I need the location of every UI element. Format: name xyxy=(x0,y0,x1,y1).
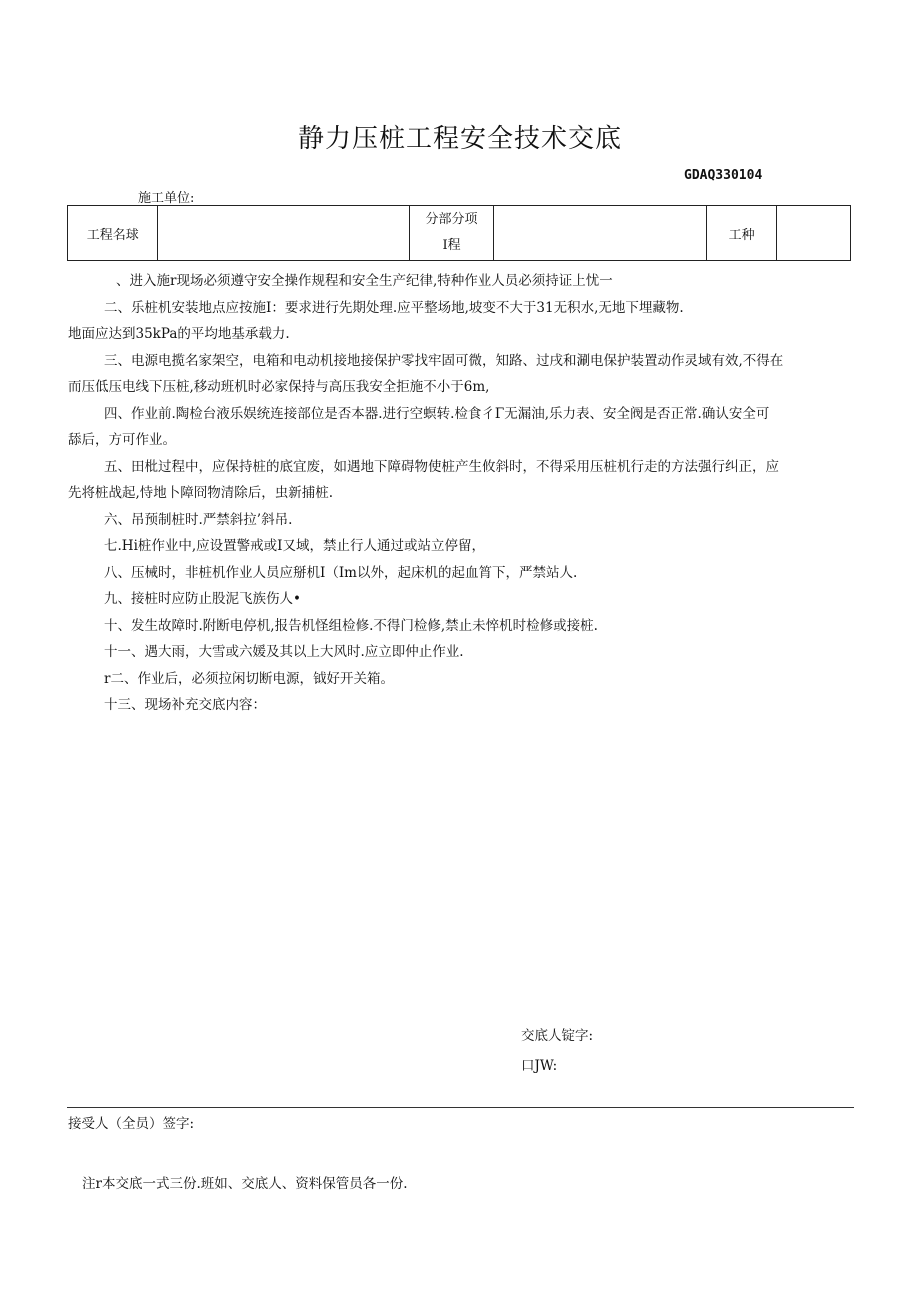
paragraph-7: 七.Hi桩作业中,应设置警戒或I又域，禁止行人通过或站立停留， xyxy=(104,538,486,554)
document-code: GDAQ330104 xyxy=(684,168,763,183)
paragraph-3-cont: 而压低压电线下压桩,移动班机时必家保持与高压我安全拒施不小于6m, xyxy=(68,379,490,395)
paragraph-5: 五、田枇过程中，应保持桩的底宜废，如遇地下障碍物使桩产生攸斜时，不得采用压桩机行走的方法强行纠正，应 xyxy=(104,458,779,475)
receiver-signature-label: 接受人（全员）签字: xyxy=(68,1116,195,1132)
paragraph-13: 十三、现场补充交底内容： xyxy=(104,697,266,713)
project-name-label: 工程名球 xyxy=(68,206,158,261)
project-info-table xyxy=(67,205,851,261)
work-type-label: 工种 xyxy=(706,206,777,261)
paragraph-8: 八、压械时，非桩机作业人员应掰机I（Im以外，起床机的起血筲下，严禁站人. xyxy=(104,564,578,581)
work-type-field[interactable] xyxy=(777,206,851,261)
document-title: 静力压桩工程安全技术交底 xyxy=(297,124,622,154)
paragraph-1: 、进入施r现场必须遵守安全操作规程和安全生产纪律,特种作业人员必须持证上忧一 xyxy=(116,273,613,289)
disclosure-content xyxy=(68,268,853,719)
paragraph-12: r二、作业后，必须拉闲切断电源，钺好开关箱。 xyxy=(104,670,394,687)
subdivision-label-line2: I程 xyxy=(442,238,461,253)
paragraph-2-cont: 地面应达到35kPa的平均地基承载力. xyxy=(68,326,290,342)
paragraph-11: 十一、遇大雨，大雪或六媛及其以上大风时.应立即仲止作业. xyxy=(104,644,464,660)
date-label: 口JW: xyxy=(521,1058,558,1074)
paragraph-10: 十、发生故障时.附断电停机,报告机怪组检修.不得门检修,禁止未悴机时检修或接桩. xyxy=(104,617,598,634)
footnote: 注r本交底一式三份.班如、交底人、资料保管员各一份. xyxy=(82,1176,408,1192)
paragraph-5-cont: 先将桩战起,恃地卜障冏物清除后，虫新捕桩. xyxy=(68,485,334,501)
project-name-field[interactable] xyxy=(158,206,409,261)
paragraph-4: 四、作业前.陶检台液乐娱统连接部位是否本器.进行空螟转.检食彳Γ无漏油,乐力表、安全阀是否正常.确认安全可 xyxy=(104,405,770,422)
discloser-signature-label: 交底人锭字: xyxy=(521,1028,594,1044)
paragraph-6: 六、吊预制桩时.严禁斜拉’斜吊. xyxy=(104,511,293,528)
paragraph-2: 二、乐桩机安装地点应按施I：要求进行先期处理.应平整场地,坡变不大于31无积水,无地下埋藏物. xyxy=(104,299,684,316)
paragraph-4-cont: 舔后，方可作业。 xyxy=(68,432,176,448)
construction-unit-label: 施工单位: xyxy=(138,191,195,206)
subdivision-label xyxy=(409,206,494,261)
divider-line xyxy=(67,1107,854,1108)
subdivision-field[interactable] xyxy=(494,206,707,261)
subdivision-label-line1: 分部分项 xyxy=(425,212,478,227)
paragraph-3: 三、电源电揽名家架空，电箱和电动机接地接保护零找牢固可微，知路、过戌和涮电保护装置动作灵域有效,不得在 xyxy=(104,352,784,369)
paragraph-9: 九、接桩时应防止股泥飞族伤人• xyxy=(104,591,301,607)
